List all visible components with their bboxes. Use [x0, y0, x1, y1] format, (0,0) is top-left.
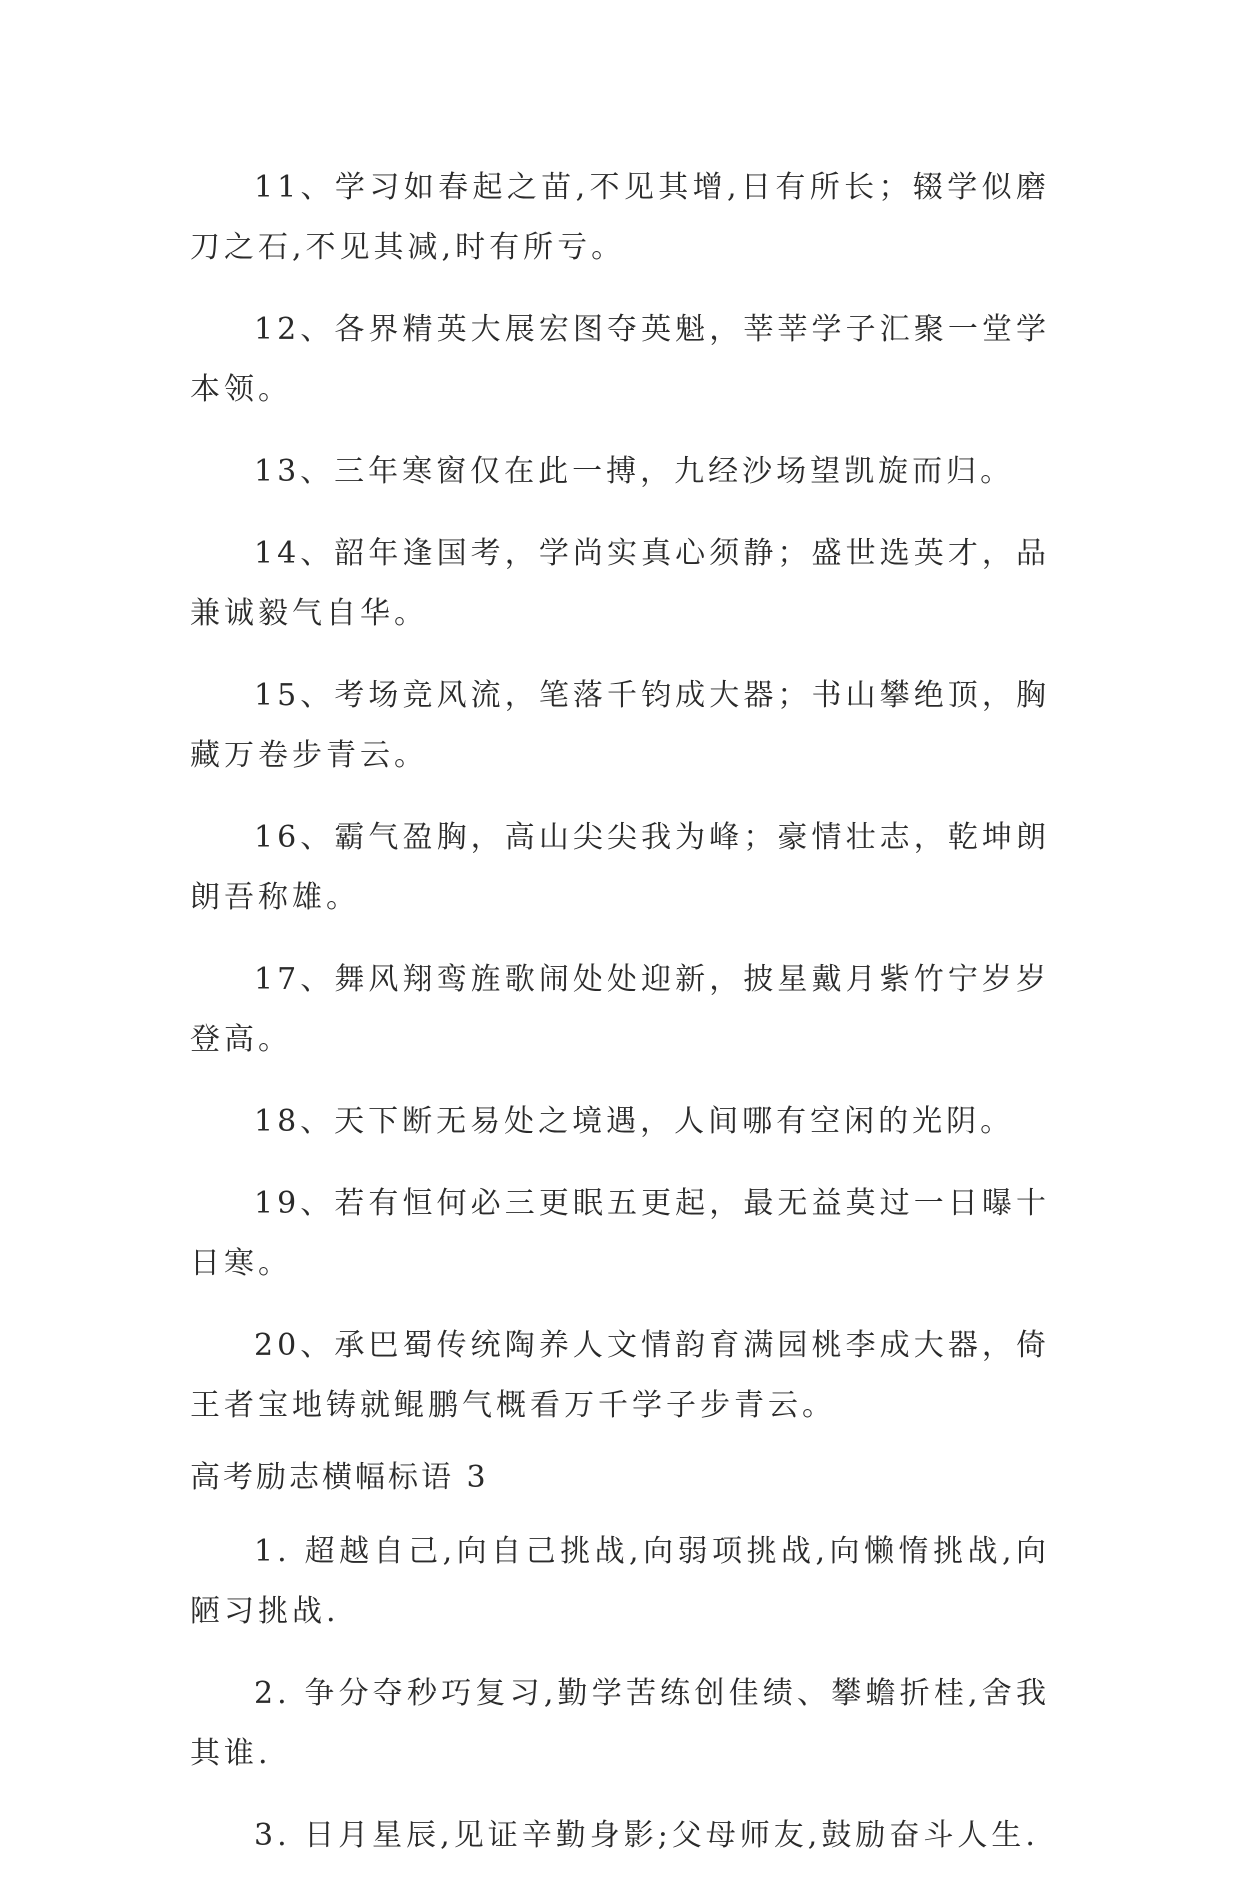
slogan-15: 15、考场竞风流，笔落千钧成大器；书山攀绝顶，胸藏万卷步青云。	[190, 678, 1050, 773]
slogan-13: 13、三年寒窗仅在此一搏，九经沙场望凯旋而归。	[254, 454, 1015, 489]
section-heading: 高考励志横幅标语 3	[190, 1460, 489, 1495]
slogan-12: 12、各界精英大展宏图夺英魁，莘莘学子汇聚一堂学本领。	[190, 312, 1050, 407]
slogan-17: 17、舞风翔鸾旌歌闹处处迎新，披星戴月紫竹宁岁岁登高。	[190, 962, 1050, 1057]
slogan-1: 1. 超越自己,向自己挑战,向弱项挑战,向懒惰挑战,向陋习挑战.	[190, 1534, 1050, 1629]
slogan-20: 20、承巴蜀传统陶养人文情韵育满园桃李成大器，倚王者宝地铸就鲲鹏气概看万千学子步青云。	[190, 1328, 1050, 1423]
slogan-2: 2. 争分夺秒巧复习,勤学苦练创佳绩、攀蟾折桂,舍我其谁.	[190, 1676, 1050, 1771]
slogan-18: 18、天下断无易处之境遇，人间哪有空闲的光阴。	[254, 1104, 1015, 1139]
slogan-16: 16、霸气盈胸，高山尖尖我为峰；豪情壮志，乾坤朗朗吾称雄。	[190, 820, 1050, 915]
slogan-19: 19、若有恒何必三更眠五更起，最无益莫过一日曝十日寒。	[190, 1186, 1050, 1281]
slogan-3: 3. 日月星辰,见证辛勤身影;父母师友,鼓励奋斗人生.	[254, 1818, 1039, 1853]
slogan-11: 11、学习如春起之苗,不见其增,日有所长；辍学似磨刀之石,不见其减,时有所亏。	[190, 170, 1050, 265]
slogan-14: 14、韶年逢国考，学尚实真心须静；盛世选英才，品兼诚毅气自华。	[190, 536, 1050, 631]
document-body	[190, 158, 1050, 1888]
